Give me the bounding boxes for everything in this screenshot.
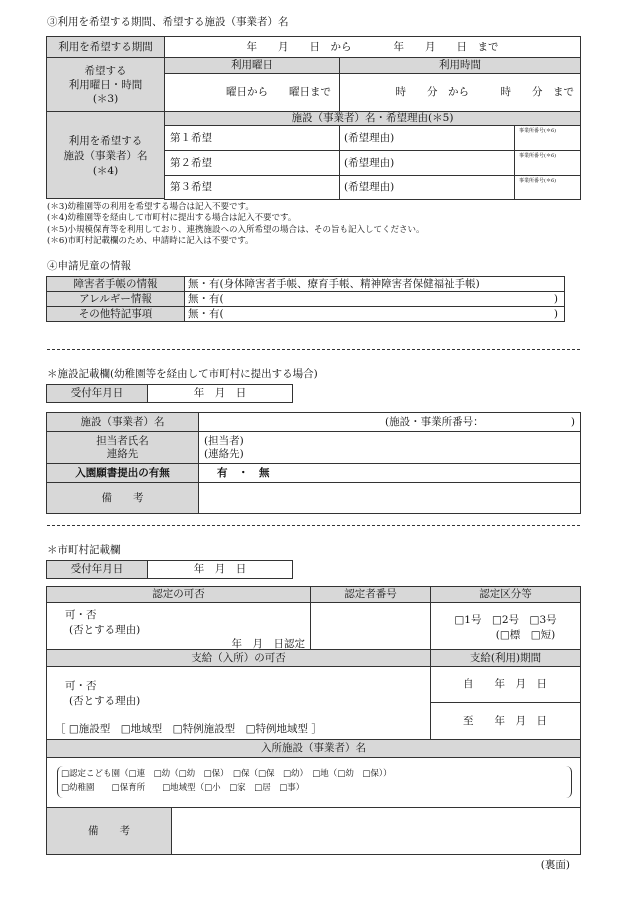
approval-header: 認定の可否 bbox=[46, 586, 311, 603]
category-line-2: (□標 □短) bbox=[495, 629, 556, 641]
supply-header: 支給（入所）の可否 bbox=[46, 649, 431, 667]
time-field[interactable]: 時 分 から 時 分 まで bbox=[339, 73, 581, 112]
person-contact: (連絡先) bbox=[204, 448, 244, 460]
facility-remarks-field[interactable] bbox=[198, 482, 581, 514]
person-label-line1: 担当者氏名 bbox=[96, 435, 149, 447]
application-field[interactable]: 有 ・ 無 bbox=[198, 463, 581, 483]
supply-types: ［ □施設型 □地域型 □特例施設型 □特例地域型 ］ bbox=[55, 723, 322, 735]
period-from-field[interactable]: 自 年 月 日 bbox=[430, 666, 581, 703]
divider-1 bbox=[47, 349, 580, 350]
application-label: 入園願書提出の有無 bbox=[46, 463, 199, 483]
choice-2[interactable]: 第２希望 bbox=[164, 150, 340, 176]
period-field[interactable]: 年 月 日 から 年 月 日 まで bbox=[164, 36, 581, 58]
entry-header: 入所施設（事業者）名 bbox=[46, 739, 581, 758]
note-5: (＊5)小規模保育等を利用しており、連携施設への入所希望の場合は、その旨も記入してください。 bbox=[47, 224, 425, 235]
reason-2[interactable]: (希望理由) bbox=[339, 150, 515, 176]
entry-line-1: □認定こども園（□連 □幼（□幼 □保） □保（□保 □幼） □地（□幼 □保）） bbox=[61, 769, 392, 779]
divider-2 bbox=[47, 525, 580, 526]
office-number-close: ) bbox=[570, 416, 575, 428]
facility-label-line2: 施設（事業者）名 bbox=[63, 150, 148, 162]
municipal-remarks-field[interactable] bbox=[171, 807, 581, 855]
other-label: その他特記事項 bbox=[46, 306, 185, 322]
municipal-received-label: 受付年月日 bbox=[46, 560, 148, 579]
person-field[interactable] bbox=[198, 431, 581, 464]
disability-field[interactable]: 無・有(身体障害者手帳、療育手帳、精神障害者保健福祉手帳) bbox=[184, 276, 565, 292]
facility-label-line1: 利用を希望する bbox=[68, 135, 143, 147]
office-no-2[interactable] bbox=[514, 150, 581, 176]
office-no-1[interactable] bbox=[514, 125, 581, 151]
other-field[interactable] bbox=[184, 306, 565, 322]
approval-yes-no: 可・否 bbox=[65, 609, 97, 621]
period-to-field[interactable]: 至 年 月 日 bbox=[430, 702, 581, 740]
disability-label: 障害者手帳の情報 bbox=[46, 276, 185, 292]
person-name: (担当者) bbox=[204, 435, 244, 447]
days-label-line2: 利用曜日・時間 bbox=[68, 79, 143, 91]
facility-label bbox=[46, 111, 165, 199]
facility-name-label: 施設（事業者）名 bbox=[46, 412, 199, 432]
office-number-label: (施設・事業所番号： bbox=[385, 416, 484, 428]
time-header: 利用時間 bbox=[339, 57, 581, 74]
entry-field[interactable] bbox=[46, 757, 581, 808]
allergy-close: ) bbox=[553, 293, 558, 305]
facility-received-label: 受付年月日 bbox=[46, 384, 148, 403]
supply-reason: (否とする理由) bbox=[69, 695, 141, 707]
entry-line-2: □幼稚園 □保育所 □地域型（□小 □家 □居 □事） bbox=[61, 783, 305, 793]
office-no-3[interactable] bbox=[514, 175, 581, 200]
municipal-section-title: ＊市町村記載欄 bbox=[47, 544, 121, 556]
days-label-line1: 希望する bbox=[84, 65, 127, 77]
approver-header: 認定者番号 bbox=[310, 586, 431, 603]
facility-label-line3: (＊4) bbox=[92, 165, 119, 177]
office-no-label-2: 事業所番号(＊6) bbox=[519, 153, 557, 159]
other-close: ) bbox=[553, 308, 558, 320]
section-4-title: ④申請児童の情報 bbox=[47, 260, 131, 272]
weekday-field[interactable]: 曜日から 曜日まで bbox=[164, 73, 340, 112]
choice-1[interactable]: 第１希望 bbox=[164, 125, 340, 151]
supply-yes-no: 可・否 bbox=[65, 680, 97, 692]
office-no-label-3: 事業所番号(＊6) bbox=[519, 178, 557, 184]
person-label bbox=[46, 431, 199, 464]
notes bbox=[47, 202, 425, 248]
note-4: (＊4)幼稚園等を経由して市町村に提出する場合は記入不要です。 bbox=[47, 213, 297, 224]
note-3: (＊3)幼稚園等の利用を希望する場合は記入不要です。 bbox=[47, 202, 254, 212]
period-label: 利用を希望する期間 bbox=[46, 36, 165, 58]
section-3-title: ③利用を希望する期間、希望する施設（事業者）名 bbox=[47, 16, 289, 28]
person-label-line2: 連絡先 bbox=[106, 448, 139, 460]
supply-field[interactable] bbox=[46, 666, 431, 740]
category-header: 認定区分等 bbox=[430, 586, 581, 603]
category-line-1: □1号 □2号 □3号 bbox=[454, 614, 557, 626]
reason-1[interactable]: (希望理由) bbox=[339, 125, 515, 151]
page-footer: (裏面) bbox=[540, 859, 570, 871]
facility-name-field[interactable] bbox=[198, 412, 581, 432]
days-time-label bbox=[46, 57, 165, 112]
municipal-received-field[interactable]: 年 月 日 bbox=[147, 560, 293, 579]
facility-section-title: ＊施設記載欄(幼稚園等を経由して市町村に提出する場合) bbox=[47, 368, 318, 380]
municipal-remarks-label: 備 考 bbox=[46, 807, 172, 855]
approval-field[interactable] bbox=[46, 602, 311, 650]
days-label-line3: (＊3) bbox=[92, 93, 119, 105]
allergy-value: 無・有( bbox=[188, 293, 224, 305]
weekday-header: 利用曜日 bbox=[164, 57, 340, 74]
category-field[interactable] bbox=[430, 602, 581, 650]
office-no-label-1: 事業所番号(＊6) bbox=[519, 128, 557, 134]
period-header: 支給(利用)期間 bbox=[430, 649, 581, 667]
other-value: 無・有( bbox=[188, 308, 224, 320]
facility-remarks-label: 備 考 bbox=[46, 482, 199, 514]
facility-header: 施設（事業者）名・希望理由(＊5) bbox=[164, 111, 581, 126]
approval-date: 年 月 日認定 bbox=[231, 638, 305, 650]
choice-3[interactable]: 第３希望 bbox=[164, 175, 340, 200]
reason-3[interactable]: (希望理由) bbox=[339, 175, 515, 200]
approval-reason: (否とする理由) bbox=[69, 624, 141, 636]
allergy-field[interactable] bbox=[184, 291, 565, 307]
approver-field[interactable] bbox=[310, 602, 431, 650]
facility-received-field[interactable]: 年 月 日 bbox=[147, 384, 293, 403]
allergy-label: アレルギー情報 bbox=[46, 291, 185, 307]
note-6: (＊6)市町村記載欄のため、申請時に記入は不要です。 bbox=[47, 236, 254, 247]
